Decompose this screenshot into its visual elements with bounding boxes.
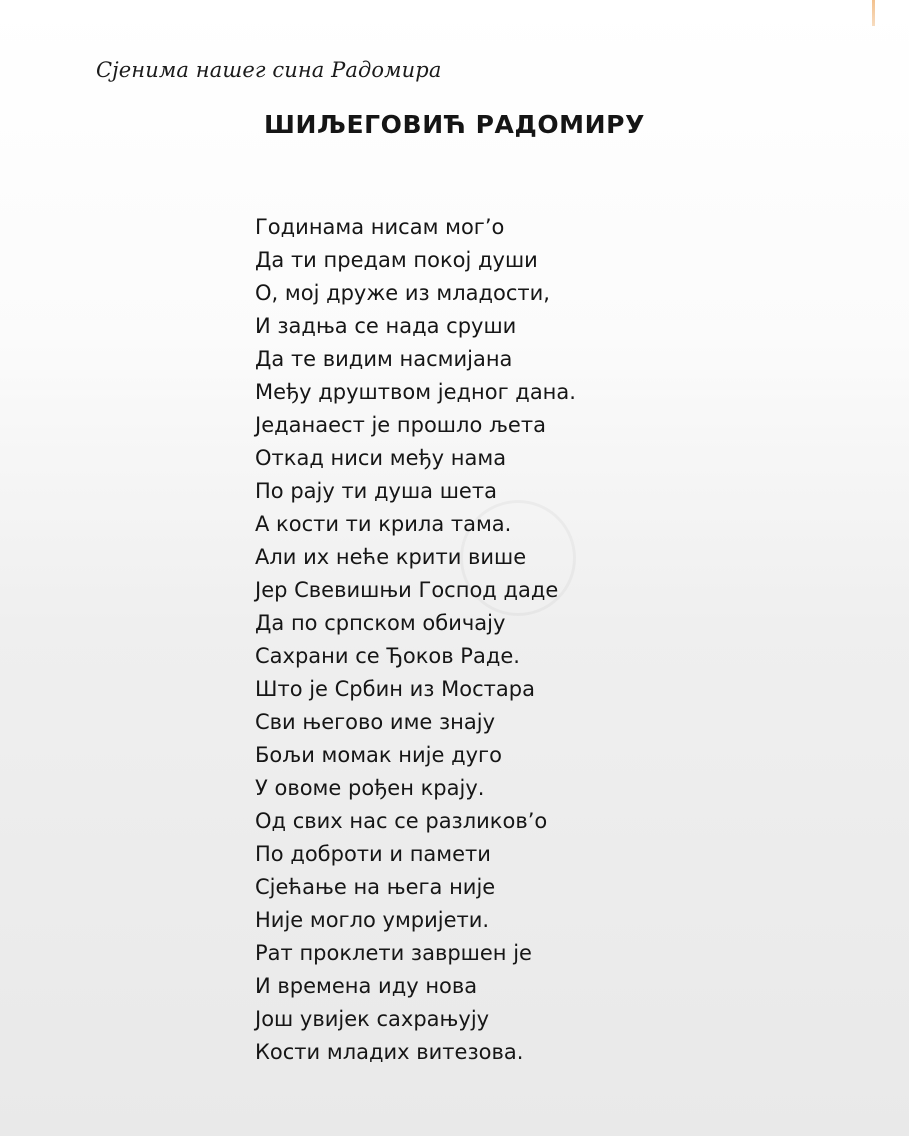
poem-line: Међу друштвом једног дана.	[255, 380, 576, 404]
poem-line: По доброти и памети	[255, 842, 491, 866]
poem-line: Откад ниси међу нама	[255, 446, 507, 470]
poem-line: У овоме рођен крају.	[255, 776, 485, 800]
poem-line: Сахрани се Ђоков Раде.	[255, 644, 520, 668]
poem-line: Да ти предам покој души	[255, 248, 538, 272]
poem-line: Годинама нисам мог’о	[255, 215, 505, 239]
poem-title: ШИЉЕГОВИЋ РАДОМИРУ	[264, 110, 645, 139]
page-corner-mark	[872, 0, 875, 26]
poem-line: По рају ти душа шета	[255, 479, 497, 503]
poem-line: Још увијек сахрањују	[255, 1007, 490, 1031]
poem-line: О, мој друже из младости,	[255, 281, 550, 305]
poem-line: Није могло умријети.	[255, 908, 490, 932]
poem-line: Бољи момак није дуго	[255, 743, 502, 767]
poem-line: Да те видим насмијана	[255, 347, 513, 371]
poem-line: Сви његово име знају	[255, 710, 496, 734]
poem-line: И задња се нада сруши	[255, 314, 517, 338]
poem-line: Рат проклети завршен је	[255, 941, 532, 965]
poem-line: Да по српском обичају	[255, 611, 506, 635]
poem-line: А кости ти крила тама.	[255, 512, 512, 536]
poem-line: Јер Свевишњи Господ даде	[255, 578, 559, 602]
poem-line: Али их неће крити више	[255, 545, 527, 569]
poem-line: Једанаест је прошло љета	[255, 413, 546, 437]
dedication-text: Сјенима нашег сина Радомира	[96, 58, 442, 82]
poem-line: Кости младих витезова.	[255, 1040, 524, 1064]
poem-line: Сјећање на њега није	[255, 875, 496, 899]
poem-line: Од свих нас се разликов’о	[255, 809, 548, 833]
poem-body	[255, 211, 576, 1069]
poem-line: Што је Србин из Мостара	[255, 677, 535, 701]
poem-line: И времена иду нова	[255, 974, 478, 998]
